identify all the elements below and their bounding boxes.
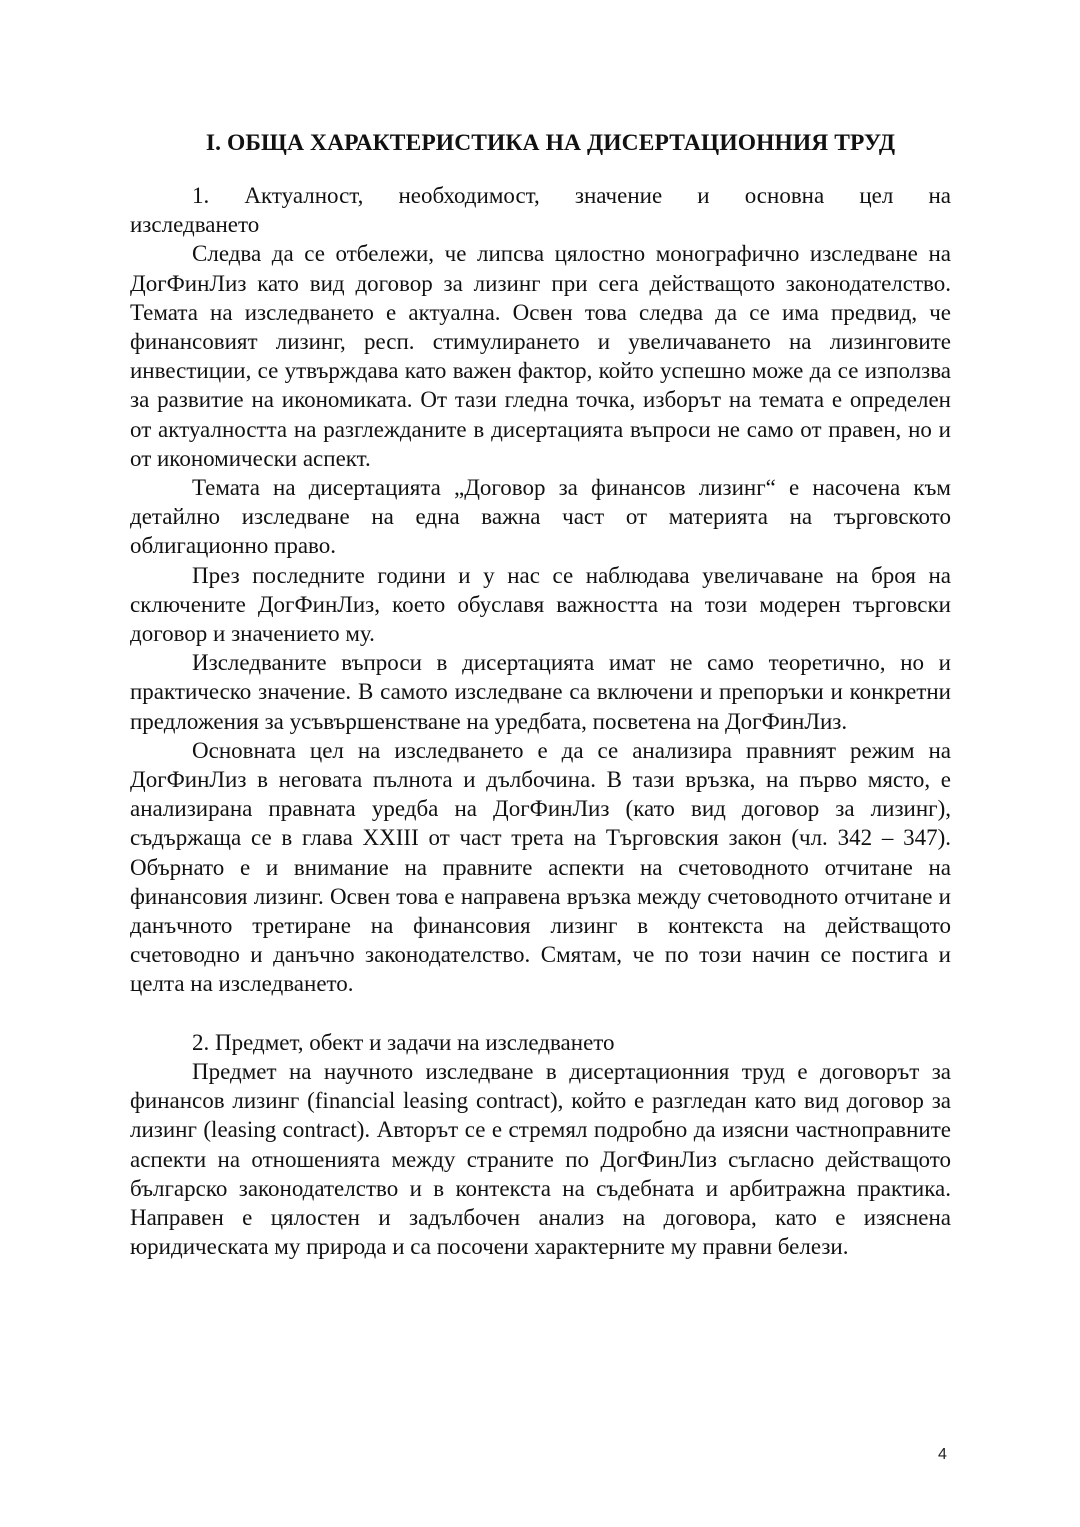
section-1-heading: 1. Актуалност, необходимост, значение и основна цел на — [192, 183, 951, 208]
paragraph: Следва да се отбележи, че липсва цялостно монографично изследване на ДогФинЛиз като вид договор за лизинг при сега действащото законодателство. Темата на изследването е актуална. Освен това следва да се има предвид, че финансовият лизинг, респ. стимулирането и увеличаването на лизинговите инвестиции, се утвърждава като важен фактор, който успешно може да се използва за развитие на икономиката. От тази гледна точка, изборът на темата е определен от актуалността на разглежданите в дисертацията въпроси не само от правен, но и от икономически аспект. — [130, 241, 951, 471]
paragraph: Темата на дисертацията „Договор за финансов лизинг“ е насочена към детайлно изследване на една важна част от материята на търговското облигационно право. — [130, 475, 951, 559]
page-number: 4 — [938, 1446, 947, 1463]
paragraph: Основната цел на изследването е да се анализира правният режим на ДогФинЛиз в неговата пълнота и дълбочина. В тази връзка, на първо място, е анализирана правната уредба на ДогФинЛиз (като вид договор за лизинг), съдържаща се в глава XXIII от част трета на Търговския закон (чл. 342 – 347). Обърнато е и внимание на правните аспекти на счетоводното отчитане на финансовия лизинг. Освен това е направена връзка между счетоводното отчитане и данъчното третиране на финансовия лизинг в контекста на действащото счетоводно и данъчно законодателство. Смятам, че по този начин се постига и целта на изследването. — [130, 737, 951, 997]
document-page — [130, 128, 951, 1261]
paragraph: Изследваните въпроси в дисертацията имат не само теоретично, но и практическо значение. В самото изследване са включени и препоръки и конкретни предложения за усъвършенстване на уредбата, посветена на ДогФинЛиз. — [130, 650, 951, 734]
paragraph: Предмет на научното изследване в дисертационния труд е договорът за финансов лизинг (financial leasing contract), който е разгледан като вид договор за лизинг (leasing contract). Авторът се е стремял подробно да изясни частноправните аспекти на отношенията между страните по ДогФинЛиз съгласно действащото българско законодателство и в контекста на съдебната и арбитражна практика. Направен е цялостен и задълбочен анализ на договора, като е изяснена юридическата му природа и са посочени характерните му правни белези. — [130, 1058, 951, 1260]
paragraph: През последните години и у нас се наблюдава увеличаване на броя на сключените ДогФинЛиз, което обуславя важността на този модерен търговски договор и значението му. — [130, 562, 951, 647]
section-2-heading: 2. Предмет, обект и задачи на изследването — [192, 1029, 615, 1055]
document-title: I. ОБЩА ХАРАКТЕРИСТИКА НА ДИСЕРТАЦИОННИЯ ТРУД — [205, 130, 896, 156]
section-1-heading-continuation: изследването — [130, 212, 260, 238]
section-spacer — [130, 999, 951, 1028]
